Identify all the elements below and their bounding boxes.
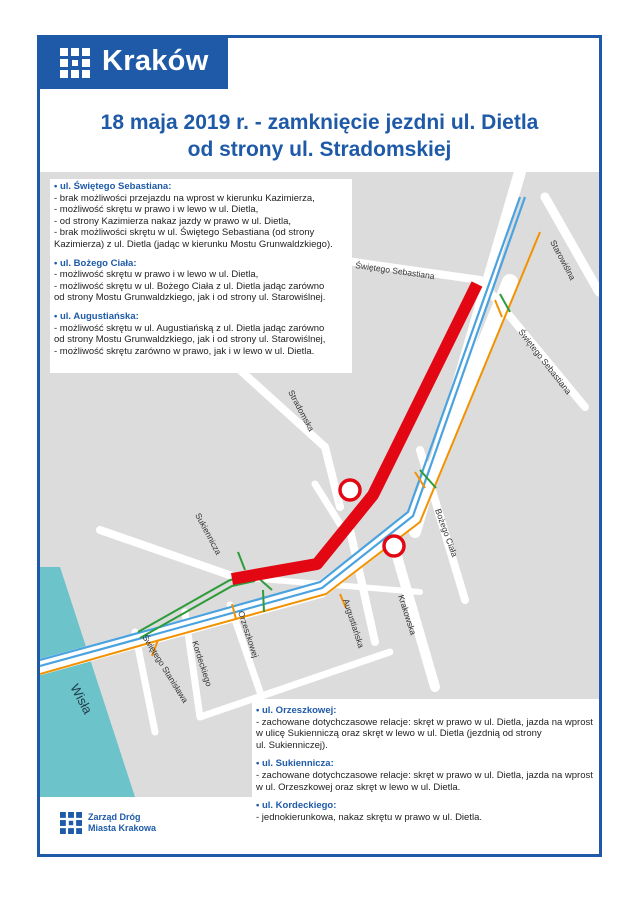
section-line: w ulicę Sukienniczą oraz skręt w lewo w ul. Dietla (jezdnią od strony	[256, 728, 542, 740]
section-line: Kazimierza) z ul. Dietla (jadąc w kierunku Mostu Grunwaldzkiego).	[54, 238, 333, 250]
krakow-logo	[40, 38, 228, 89]
section-line: - zachowane dotychczasowe relacje: skręt w prawo w ul. Dietla, jazda na wprost	[256, 716, 593, 728]
section-line: - od strony Kazimierza nakaz jazdy w prawo w ul. Dietla,	[54, 215, 292, 227]
street-label: Stradomska	[286, 388, 317, 433]
info-section-sukiennicza	[256, 758, 595, 793]
section-heading: • ul. Bożego Ciała:	[54, 257, 137, 269]
section-line: - możliwość skrętu zarówno w prawo, jak i w lewo w ul. Dietla.	[54, 345, 315, 357]
street-label: Orzeszkowej	[236, 609, 261, 659]
section-line: - brak możliwości skrętu w ul. Świętego Sebastiana (od strony	[54, 227, 315, 239]
section-heading: • ul. Sukiennicza:	[256, 758, 334, 770]
section-heading: • ul. Augustiańska:	[54, 310, 139, 322]
section-line: - możliwość skrętu w prawo i w lewo w ul. Dietla,	[54, 269, 259, 281]
street-label: Świętego Sebastiana	[354, 260, 436, 282]
footer-line: Miasta Krakowa	[88, 823, 157, 833]
section-line: - jednokierunkowa, nakaz skrętu w prawo w ul. Dietla.	[256, 811, 482, 823]
section-line: od strony Mostu Grunwaldzkiego, jak i od strony ul. Starowiślnej,	[54, 334, 326, 346]
krakow-emblem-icon	[60, 48, 90, 78]
street-label: Krakowska	[396, 593, 419, 637]
footer-line: Zarząd Dróg	[88, 812, 141, 822]
section-line: od strony Mostu Grunwaldzkiego, jak i od strony ul. Starowiślnej.	[54, 292, 326, 304]
section-line: - możliwość skrętu w prawo i w lewo w ul. Dietla,	[54, 204, 259, 216]
zdmk-logo-icon	[60, 812, 82, 834]
river-label: Wisła	[67, 681, 96, 717]
info-section-bozego-ciala	[54, 258, 348, 304]
section-heading: • ul. Świętego Sebastiana:	[54, 181, 172, 192]
info-box-bottom	[252, 699, 599, 853]
info-section-kordeckiego	[256, 800, 595, 823]
section-heading: • ul. Kordeckiego:	[256, 800, 337, 812]
brand-name: Kraków	[102, 45, 209, 77]
section-line: - zachowane dotychczasowe relacje: skręt w prawo w ul. Dietla, jazda na wprost	[256, 769, 593, 781]
section-line: - możliwość skrętu w ul. Bożego Ciała z ul. Dietla jadąc zarówno	[54, 280, 325, 292]
title-line-1: 18 maja 2019 r. - zamknięcie jezdni ul. Dietla	[100, 111, 539, 134]
wisla-river	[40, 567, 135, 797]
section-line: - brak możliwości przejazdu na wprost w kierunku Kazimierza,	[54, 192, 315, 204]
street-label: Świętego Sebastiana	[516, 327, 574, 397]
no-entry-sign-icon	[340, 480, 360, 500]
section-heading: • ul. Orzeszkowej:	[256, 705, 337, 716]
info-section-swietego-sebastiana	[54, 181, 348, 251]
info-section-augustianska	[54, 311, 348, 357]
no-entry-sign-icon	[384, 536, 404, 556]
info-box-top	[50, 179, 352, 373]
street-label: Bożego Ciała	[433, 507, 460, 559]
street-label: Świętego Stanisława	[140, 632, 191, 705]
section-line: ul. Sukienniczej).	[256, 739, 328, 751]
title-line-2: od strony ul. Stradomskiej	[187, 138, 452, 161]
section-line: - możliwość skrętu w ul. Augustiańską z ul. Dietla jadąc zarówno	[54, 322, 325, 334]
street-label: Kordeckiego	[190, 639, 215, 688]
street-label: Sukiennicza	[193, 511, 224, 557]
footer-org-name	[88, 812, 156, 834]
street-label: Augustiańska	[341, 597, 367, 650]
street-label: Starowiślna	[548, 238, 578, 282]
info-section-orzeszkowej	[256, 705, 595, 751]
section-line: w ul. Orzeszkowej oraz skręt w lewo w ul. Dietla.	[256, 781, 461, 793]
